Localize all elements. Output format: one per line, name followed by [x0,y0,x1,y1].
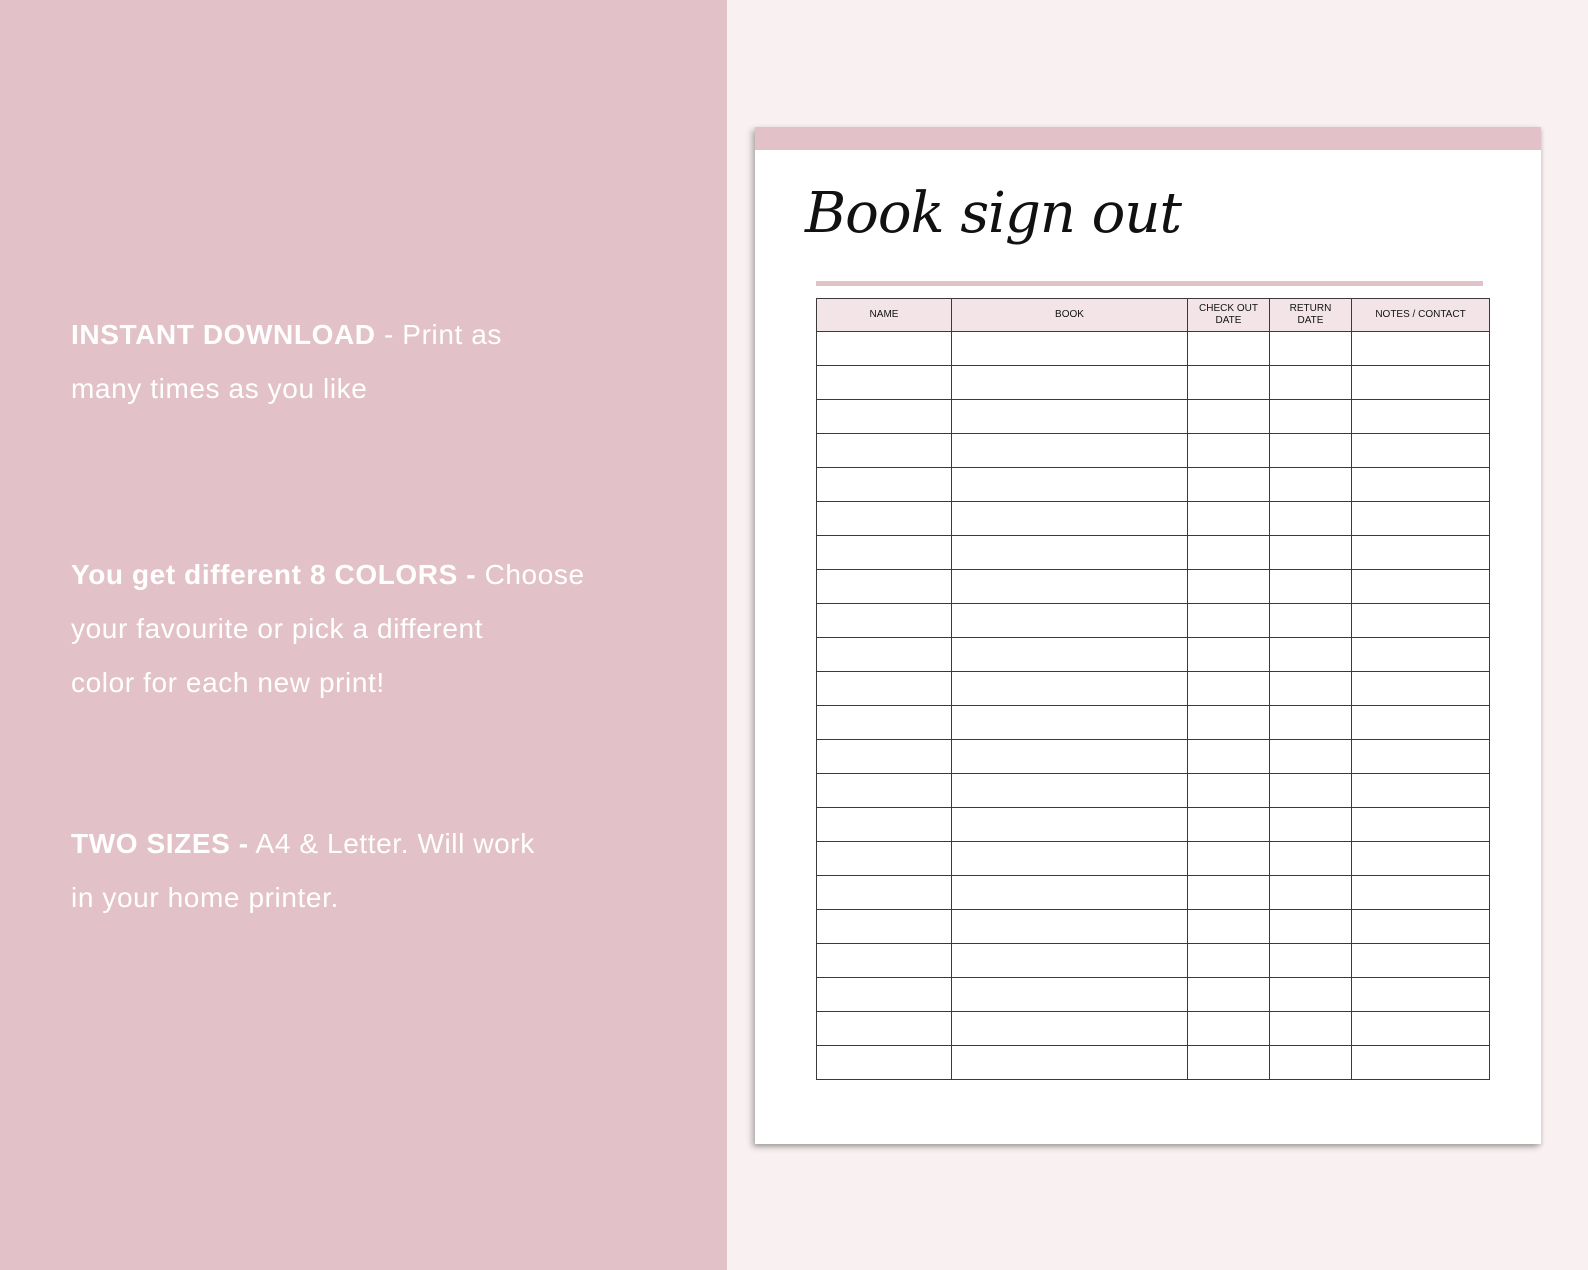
table-cell [817,604,952,638]
column-header-check-out-date: CHECK OUT DATE [1188,299,1270,332]
column-header-notes-contact: NOTES / CONTACT [1352,299,1490,332]
table-cell [817,706,952,740]
feature-text: your favourite or pick a different [71,613,484,644]
table-cell [817,808,952,842]
table-body [817,332,1490,1080]
table-cell [1270,910,1352,944]
table-cell [1270,876,1352,910]
table-cell [1270,808,1352,842]
feature-text: in your home printer. [71,882,339,913]
table-row [817,808,1490,842]
table-cell [1188,400,1270,434]
table-cell [1352,366,1490,400]
table-cell [1188,1046,1270,1080]
table-cell [1188,366,1270,400]
table-cell [817,536,952,570]
left-panel [0,0,727,1270]
table-cell [952,604,1188,638]
table-cell [1188,672,1270,706]
table-cell [1270,400,1352,434]
table-cell [1188,808,1270,842]
table-cell [817,332,952,366]
table-cell [1352,604,1490,638]
feature-text: many times as you like [71,373,368,404]
table-cell [1270,366,1352,400]
table-cell [1270,638,1352,672]
table-cell [1352,332,1490,366]
table-row [817,706,1490,740]
table-cell [1352,842,1490,876]
column-header-name: NAME [817,299,952,332]
table-cell [1270,468,1352,502]
table-cell [817,638,952,672]
table-cell [1352,672,1490,706]
table-cell [1352,570,1490,604]
table-cell [1270,740,1352,774]
table-cell [952,740,1188,774]
table-cell [1270,672,1352,706]
printable-sheet [755,127,1541,1144]
table-cell [1270,536,1352,570]
sheet-top-band [755,127,1541,150]
table-cell [817,944,952,978]
table-cell [1270,434,1352,468]
table-cell [1188,1012,1270,1046]
table-cell [952,366,1188,400]
table-row [817,842,1490,876]
table-cell [1352,502,1490,536]
table-cell [817,400,952,434]
table-cell [952,978,1188,1012]
feature-text: A4 & Letter. Will work [248,828,535,859]
feature-text: color for each new print! [71,667,385,698]
table-row [817,604,1490,638]
table-cell [817,434,952,468]
column-header-return-date: RETURN DATE [1270,299,1352,332]
table-row [817,740,1490,774]
table-cell [952,876,1188,910]
table-cell [1188,842,1270,876]
sheet-divider [816,281,1483,286]
table-cell [817,502,952,536]
table-cell [1270,1012,1352,1046]
table-row [817,1046,1490,1080]
table-cell [952,944,1188,978]
table-cell [817,910,952,944]
table-cell [952,706,1188,740]
table-cell [1270,570,1352,604]
table-cell [817,842,952,876]
table-cell [1352,468,1490,502]
table-cell [952,400,1188,434]
table-cell [817,740,952,774]
table-cell [1188,978,1270,1012]
table-cell [1188,468,1270,502]
table-row [817,672,1490,706]
table-cell [1188,876,1270,910]
table-cell [1270,332,1352,366]
table-cell [1188,332,1270,366]
table-cell [1270,604,1352,638]
table-cell [1352,774,1490,808]
table-cell [952,1046,1188,1080]
table-row [817,910,1490,944]
table-row [817,400,1490,434]
table-cell [952,434,1188,468]
table-cell [952,502,1188,536]
table-cell [1352,876,1490,910]
table-row [817,944,1490,978]
table-cell [1352,808,1490,842]
table-cell [817,876,952,910]
table-cell [817,366,952,400]
sheet-title: Book sign out [805,181,1181,246]
table-cell [1188,910,1270,944]
table-cell [1352,910,1490,944]
feature-title: TWO SIZES - [71,828,249,859]
feature-text: Choose [476,559,585,590]
table-cell [1352,400,1490,434]
table-cell [1188,434,1270,468]
table-cell [1188,570,1270,604]
table-row [817,366,1490,400]
table-row [817,332,1490,366]
table-row [817,876,1490,910]
table-cell [817,978,952,1012]
table-cell [952,842,1188,876]
table-cell [952,1012,1188,1046]
table-cell [1352,638,1490,672]
feature-text: - Print as [375,319,503,350]
table-cell [1352,434,1490,468]
table-cell [1270,502,1352,536]
table-row [817,638,1490,672]
table-cell [1352,536,1490,570]
table-cell [1270,1046,1352,1080]
table-cell [817,468,952,502]
table-cell [1270,978,1352,1012]
table-row [817,978,1490,1012]
table-cell [952,672,1188,706]
feature-colors [71,548,671,710]
table-cell [1352,978,1490,1012]
table-cell [1188,502,1270,536]
table-cell [1270,774,1352,808]
table-cell [1352,706,1490,740]
table-cell [952,638,1188,672]
table-cell [1188,774,1270,808]
table-cell [1188,638,1270,672]
table-cell [952,332,1188,366]
feature-sizes [71,817,671,925]
column-header-book: BOOK [952,299,1188,332]
table-cell [1352,740,1490,774]
table-row [817,434,1490,468]
table-cell [1188,706,1270,740]
table-cell [1188,740,1270,774]
table-row [817,774,1490,808]
table-cell [952,536,1188,570]
table-cell [1270,944,1352,978]
feature-title: INSTANT DOWNLOAD [71,319,376,350]
table-row [817,570,1490,604]
table-cell [1270,706,1352,740]
table-cell [1352,1046,1490,1080]
table-cell [952,570,1188,604]
table-cell [1188,604,1270,638]
table-cell [817,570,952,604]
table-cell [817,774,952,808]
table-row [817,1012,1490,1046]
table-row [817,502,1490,536]
table-cell [817,1046,952,1080]
table-cell [952,774,1188,808]
table-cell [1188,536,1270,570]
feature-title: You get different 8 COLORS - [71,559,477,590]
table-cell [817,1012,952,1046]
table-cell [1270,842,1352,876]
table-header-row [817,299,1490,332]
table-cell [1352,944,1490,978]
table-cell [1352,1012,1490,1046]
table-cell [952,910,1188,944]
sign-out-table [816,298,1490,1080]
table-cell [952,808,1188,842]
table-cell [952,468,1188,502]
table-row [817,468,1490,502]
table-cell [1188,944,1270,978]
table-cell [817,672,952,706]
feature-instant-download [71,308,671,416]
table-row [817,536,1490,570]
